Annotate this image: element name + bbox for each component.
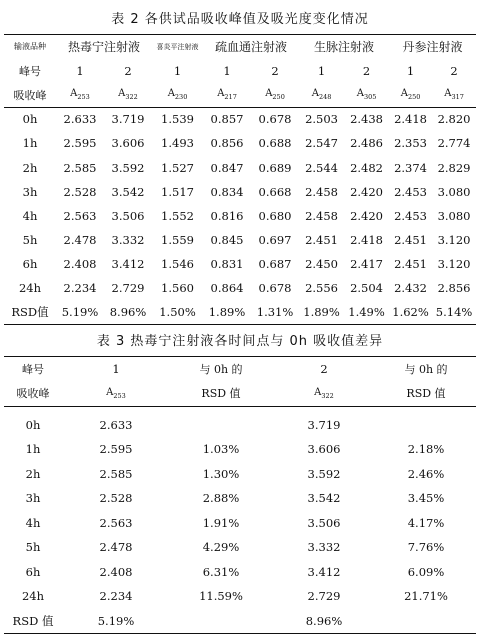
time-label: 3h bbox=[25, 491, 41, 506]
absorbance-value: 2.729 bbox=[111, 281, 145, 296]
table-row bbox=[4, 560, 476, 585]
absorbance-value: 2.420 bbox=[350, 184, 383, 199]
a322-value: 3.412 bbox=[307, 564, 341, 579]
absorbance-value: 2.418 bbox=[350, 233, 383, 248]
time-label: 4h bbox=[22, 208, 38, 223]
table-row bbox=[4, 535, 476, 560]
rsd-value: 7.76% bbox=[407, 540, 445, 555]
peak-number: 2 bbox=[450, 63, 458, 78]
absorbance-value: 2.486 bbox=[350, 136, 383, 151]
wavelength-subscript: 230 bbox=[174, 93, 188, 102]
absorbance-value: 2.453 bbox=[394, 208, 428, 223]
time-label: 4h bbox=[25, 515, 41, 530]
absorbance-value: 3.719 bbox=[111, 112, 145, 127]
absorbance-value: 2.595 bbox=[63, 136, 97, 151]
peak-number: 2 bbox=[271, 63, 279, 78]
time-label: RSD值 bbox=[11, 305, 49, 320]
wavelength bbox=[203, 83, 251, 107]
rsd-header: RSD 值 bbox=[170, 381, 272, 407]
wavelength-base: A bbox=[217, 88, 225, 100]
rsd-value bbox=[376, 609, 476, 634]
rsd-value: 11.59% bbox=[199, 589, 243, 604]
peak-number: 1 bbox=[406, 63, 415, 78]
peak-label: 峰号 bbox=[22, 362, 44, 376]
wavelength bbox=[251, 83, 299, 107]
absorbance-value: 1.560 bbox=[161, 281, 194, 296]
absorbance-value: 5.19% bbox=[61, 305, 99, 320]
diff-header: 与 0h 的 bbox=[404, 362, 448, 376]
time-label: 1h bbox=[22, 136, 38, 151]
table-row bbox=[4, 228, 476, 252]
rsd-value: 1.30% bbox=[202, 466, 240, 481]
drug-name: 生脉注射液 bbox=[314, 40, 375, 55]
rsd-value: 2.18% bbox=[407, 442, 445, 457]
time-label: 6h bbox=[25, 564, 41, 579]
absorbance-value: 8.96% bbox=[109, 305, 147, 320]
wavelength bbox=[389, 83, 432, 107]
absorbance-value: 2.451 bbox=[394, 257, 428, 272]
absorbance-value: 1.89% bbox=[303, 305, 340, 320]
wavelength-base: A bbox=[311, 88, 319, 100]
absorbance-value: 0.688 bbox=[258, 136, 292, 151]
rsd-value bbox=[170, 609, 272, 634]
table2 bbox=[4, 34, 476, 325]
wavelength-subscript: 250 bbox=[272, 93, 285, 102]
absorbance-value: 2.503 bbox=[305, 112, 338, 127]
wavelength-base: A bbox=[167, 88, 175, 100]
table-row bbox=[4, 107, 476, 131]
absorbance-value: 0.689 bbox=[258, 160, 292, 175]
time-label: 24h bbox=[21, 589, 45, 604]
a322-value: 3.719 bbox=[307, 417, 341, 432]
wavelength-subscript: 317 bbox=[451, 93, 464, 102]
absorbance-value: 3.120 bbox=[437, 257, 471, 272]
wavelength bbox=[104, 83, 152, 107]
time-label: RSD 值 bbox=[12, 613, 54, 628]
table-row bbox=[4, 276, 476, 300]
a253-value: 2.633 bbox=[99, 417, 133, 432]
rsd-value: 6.31% bbox=[202, 564, 240, 579]
absorbance-value: 3.332 bbox=[111, 233, 145, 248]
time-label: 6h bbox=[22, 257, 38, 272]
wavelength bbox=[272, 381, 376, 407]
absorbance-value: 0.857 bbox=[210, 112, 244, 127]
table-row bbox=[4, 462, 476, 487]
wavelength bbox=[56, 83, 104, 107]
rsd-value: 3.45% bbox=[407, 491, 445, 506]
wavelength-subscript: 248 bbox=[318, 93, 332, 102]
absorbance-value: 2.478 bbox=[63, 233, 97, 248]
table-row bbox=[4, 584, 476, 609]
table-row bbox=[4, 204, 476, 228]
rsd-value: 1.91% bbox=[202, 515, 240, 530]
absorbance-value: 2.856 bbox=[437, 281, 471, 296]
a253-value: 2.563 bbox=[99, 515, 133, 530]
absorbance-value: 3.542 bbox=[111, 184, 145, 199]
absorbance-value: 2.528 bbox=[63, 184, 97, 199]
absorbance-value: 2.374 bbox=[394, 160, 428, 175]
table-row bbox=[4, 486, 476, 511]
wavelength-subscript: 253 bbox=[77, 93, 90, 102]
peak-number: 1 bbox=[223, 63, 231, 78]
table-row bbox=[4, 301, 476, 325]
absorbance-value: 3.120 bbox=[437, 233, 471, 248]
a322-value: 3.542 bbox=[307, 491, 341, 506]
absorbance-value: 3.506 bbox=[111, 208, 145, 223]
table-row bbox=[4, 131, 476, 155]
wavelength bbox=[344, 83, 389, 107]
wavelength-base: A bbox=[106, 386, 114, 398]
absorbance-value: 1.539 bbox=[161, 112, 194, 127]
absorbance-value: 0.845 bbox=[210, 233, 244, 248]
a253-value: 2.478 bbox=[99, 540, 133, 555]
table-row bbox=[4, 609, 476, 634]
a253-value: 2.585 bbox=[99, 466, 133, 481]
absorbance-value: 0.668 bbox=[258, 184, 292, 199]
absorbance-value: 2.820 bbox=[437, 112, 471, 127]
time-label: 5h bbox=[25, 540, 41, 555]
rsd-value: 4.17% bbox=[407, 515, 445, 530]
absorbance-value: 0.680 bbox=[258, 208, 292, 223]
a253-value: 2.528 bbox=[99, 491, 133, 506]
absorbance-value: 0.834 bbox=[210, 184, 244, 199]
a322-value: 3.506 bbox=[307, 515, 341, 530]
a322-value: 3.332 bbox=[307, 540, 341, 555]
absorbance-value: 2.432 bbox=[394, 281, 428, 296]
wavelength-subscript: 322 bbox=[125, 93, 138, 102]
absorbance-value: 2.418 bbox=[394, 112, 428, 127]
absorbance-value: 2.451 bbox=[394, 233, 428, 248]
table3-header-row-2 bbox=[4, 381, 476, 407]
absorbance-value: 3.080 bbox=[437, 184, 471, 199]
absorbance-value: 2.408 bbox=[63, 257, 97, 272]
drug-name: 喜炎平注射液 bbox=[156, 42, 199, 51]
table3-title: 表 3 热毒宁注射液各时间点与 0h 吸收值差异 bbox=[96, 334, 384, 349]
table2-title: 表 2 各供试品吸收峰值及吸光度变化情况 bbox=[111, 12, 369, 27]
absorbance-value: 1.31% bbox=[256, 305, 294, 320]
wavelength-subscript: 250 bbox=[407, 93, 421, 102]
peak-number: 2 bbox=[124, 63, 132, 78]
absorbance-value: 0.816 bbox=[210, 208, 244, 223]
table-row bbox=[4, 437, 476, 462]
absorbance-value: 2.547 bbox=[305, 136, 338, 151]
wavelength-base: A bbox=[356, 88, 364, 100]
absorbance-value: 2.420 bbox=[350, 208, 383, 223]
absorbance-value: 2.556 bbox=[305, 281, 338, 296]
absorbance-value: 0.864 bbox=[210, 281, 244, 296]
absorbance-value: 2.458 bbox=[305, 184, 338, 199]
wavelength bbox=[152, 83, 203, 107]
absorbance-value: 2.829 bbox=[437, 160, 471, 175]
diff-header: 与 0h 的 bbox=[199, 362, 243, 376]
absorbance-value: 2.585 bbox=[63, 160, 97, 175]
a322-value: 3.606 bbox=[307, 442, 341, 457]
time-label: 0h bbox=[25, 417, 41, 432]
absorbance-value: 1.527 bbox=[161, 160, 194, 175]
rsd-value: 2.88% bbox=[202, 491, 240, 506]
a253-value: 2.408 bbox=[99, 564, 133, 579]
absorbance-value: 1.493 bbox=[161, 136, 194, 151]
absorbance-value: 0.678 bbox=[258, 112, 292, 127]
absorbance-value: 1.559 bbox=[161, 233, 194, 248]
drug-name: 热毒宁注射液 bbox=[68, 40, 141, 55]
absorbance-value: 2.544 bbox=[305, 160, 338, 175]
absorbance-value: 2.482 bbox=[350, 160, 383, 175]
absorbance-value: 1.62% bbox=[392, 305, 429, 320]
wavelength-base: A bbox=[118, 88, 126, 100]
absorbance-value: 2.417 bbox=[350, 257, 383, 272]
a322-value: 8.96% bbox=[305, 613, 343, 628]
a253-value: 2.234 bbox=[99, 589, 133, 604]
a253-value: 5.19% bbox=[97, 613, 135, 628]
a322-value: 3.592 bbox=[307, 466, 341, 481]
peak-number: 1 bbox=[317, 63, 326, 78]
wavelength-subscript: 253 bbox=[113, 391, 126, 400]
rsd-value: 1.03% bbox=[202, 442, 240, 457]
absorbance-value: 1.552 bbox=[161, 208, 194, 223]
wavelength-base: A bbox=[314, 386, 322, 398]
rsd-value: 21.71% bbox=[404, 589, 448, 604]
rsd-header: RSD 值 bbox=[376, 381, 476, 407]
time-label: 2h bbox=[22, 160, 38, 175]
rsd-value: 6.09% bbox=[407, 564, 445, 579]
table2-wavelength-row bbox=[4, 83, 476, 107]
rsd-value: 4.29% bbox=[202, 540, 240, 555]
time-label: 24h bbox=[18, 281, 42, 296]
wavelength-label: 吸收峰 bbox=[4, 381, 62, 407]
absorbance-value: 2.353 bbox=[394, 136, 428, 151]
time-label: 0h bbox=[22, 112, 38, 127]
absorbance-value: 2.458 bbox=[305, 208, 338, 223]
drug-name: 疏血通注射液 bbox=[215, 40, 288, 55]
table-row bbox=[4, 413, 476, 438]
wavelength-label: 吸收峰 bbox=[4, 83, 56, 107]
drug-name: 丹参注射液 bbox=[402, 40, 463, 55]
absorbance-value: 3.592 bbox=[111, 160, 145, 175]
table2-drug-row bbox=[4, 35, 476, 59]
absorbance-value: 3.606 bbox=[111, 136, 145, 151]
peak-label: 峰号 bbox=[19, 64, 41, 78]
wavelength-base: A bbox=[265, 88, 273, 100]
absorbance-value: 2.451 bbox=[305, 233, 338, 248]
time-label: 3h bbox=[22, 184, 38, 199]
wavelength-base: A bbox=[70, 88, 78, 100]
table-row bbox=[4, 252, 476, 276]
time-label: 5h bbox=[22, 233, 38, 248]
peak-number: 1 bbox=[112, 361, 120, 376]
peak-number: 1 bbox=[173, 63, 182, 78]
absorbance-value: 2.438 bbox=[350, 112, 383, 127]
table-row bbox=[4, 511, 476, 536]
absorbance-value: 2.774 bbox=[437, 136, 471, 151]
time-label: 2h bbox=[25, 466, 41, 481]
absorbance-value: 2.633 bbox=[63, 112, 97, 127]
table3-header-row-1 bbox=[4, 357, 476, 381]
a253-value: 2.595 bbox=[99, 442, 133, 457]
absorbance-value: 1.50% bbox=[159, 305, 196, 320]
absorbance-value: 0.847 bbox=[210, 160, 244, 175]
wavelength-base: A bbox=[444, 88, 452, 100]
time-label: 1h bbox=[25, 442, 41, 457]
absorbance-value: 0.856 bbox=[210, 136, 244, 151]
absorbance-value: 0.678 bbox=[258, 281, 292, 296]
absorbance-value: 1.517 bbox=[161, 184, 194, 199]
absorbance-value: 3.412 bbox=[111, 257, 145, 272]
absorbance-value: 2.504 bbox=[350, 281, 383, 296]
absorbance-value: 0.697 bbox=[258, 233, 292, 248]
wavelength-subscript: 217 bbox=[224, 93, 237, 102]
absorbance-value: 2.453 bbox=[394, 184, 428, 199]
absorbance-value: 0.831 bbox=[210, 257, 244, 272]
absorbance-value: 5.14% bbox=[435, 305, 473, 320]
absorbance-value: 0.687 bbox=[258, 257, 292, 272]
rsd-value: 2.46% bbox=[407, 466, 445, 481]
absorbance-value: 2.234 bbox=[63, 281, 97, 296]
absorbance-value: 3.080 bbox=[437, 208, 471, 223]
absorbance-value: 1.49% bbox=[348, 305, 385, 320]
absorbance-value: 1.89% bbox=[208, 305, 246, 320]
table-row bbox=[4, 155, 476, 179]
peak-number: 2 bbox=[362, 63, 371, 78]
wavelength bbox=[299, 83, 344, 107]
peak-number: 1 bbox=[76, 63, 84, 78]
wavelength-base: A bbox=[400, 88, 408, 100]
rsd-value bbox=[376, 413, 476, 438]
absorbance-value: 2.450 bbox=[305, 257, 338, 272]
peak-number: 2 bbox=[320, 361, 328, 376]
wavelength bbox=[432, 83, 476, 107]
wavelength bbox=[62, 381, 170, 407]
wavelength-subscript: 305 bbox=[363, 93, 377, 102]
table2-peak-row bbox=[4, 59, 476, 83]
wavelength-subscript: 322 bbox=[321, 391, 334, 400]
a322-value: 2.729 bbox=[307, 589, 341, 604]
table-row bbox=[4, 180, 476, 204]
rsd-value bbox=[170, 413, 272, 438]
drug-label: 输液品种 bbox=[14, 42, 46, 52]
absorbance-value: 2.563 bbox=[63, 208, 97, 223]
table3 bbox=[4, 356, 476, 634]
absorbance-value: 1.546 bbox=[161, 257, 194, 272]
